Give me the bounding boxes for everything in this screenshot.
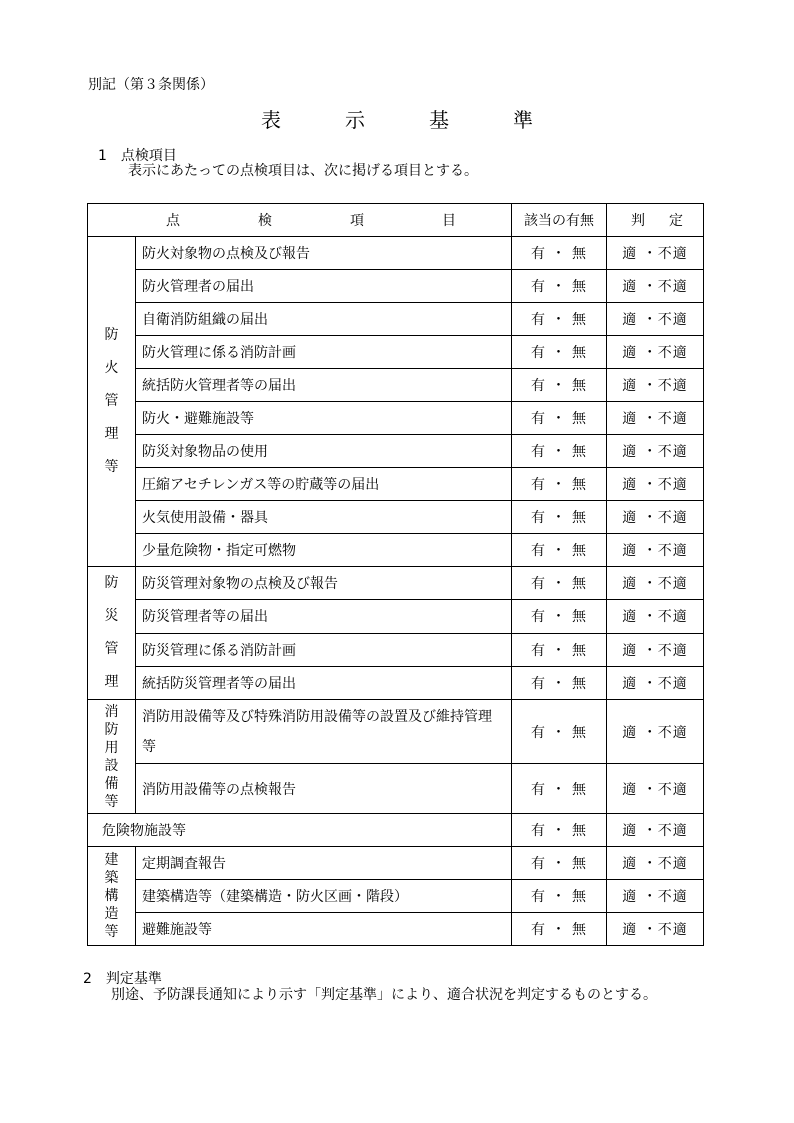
- applicable-cell: 有 ・ 無: [512, 435, 607, 468]
- applicable-cell: 有 ・ 無: [512, 567, 607, 600]
- judgment-cell: 適 ・不適: [607, 303, 704, 336]
- section1-heading: 1 点検項目: [98, 148, 177, 164]
- inspection-item: 防火管理者の届出: [136, 270, 512, 303]
- applicable-cell: 有 ・ 無: [512, 764, 607, 814]
- applicable-cell: 有 ・ 無: [512, 700, 607, 764]
- judgment-cell: 適 ・不適: [607, 501, 704, 534]
- header-inspection-item: 点検項目: [88, 204, 512, 237]
- applicable-cell: 有 ・ 無: [512, 880, 607, 913]
- category-cell: [88, 567, 136, 700]
- inspection-item: 統括防火管理者等の届出: [136, 369, 512, 402]
- section2-heading: 2 判定基準: [83, 971, 162, 987]
- judgment-cell: 適 ・不適: [607, 435, 704, 468]
- inspection-item: 防火・避難施設等: [136, 402, 512, 435]
- judgment-cell: 適 ・不適: [607, 336, 704, 369]
- judgment-cell: 適 ・不適: [607, 534, 704, 567]
- inspection-item: 防災管理対象物の点検及び報告: [136, 567, 512, 600]
- table-row: [88, 764, 704, 814]
- applicable-cell: 有 ・ 無: [512, 847, 607, 880]
- header-judgment: 判定: [607, 204, 704, 237]
- judgment-cell: 適 ・不適: [607, 369, 704, 402]
- judgment-cell: 適 ・不適: [607, 880, 704, 913]
- annex-label: 別記（第３条関係）: [88, 77, 214, 93]
- category-label: 建 築 構 造 等: [104, 852, 119, 940]
- table-row: [88, 600, 704, 633]
- table-row: [88, 814, 704, 847]
- table-row: [88, 303, 704, 336]
- applicable-cell: 有 ・ 無: [512, 237, 607, 270]
- category-cell: 危険物施設等: [88, 814, 512, 847]
- inspection-item: 自衛消防組織の届出: [136, 303, 512, 336]
- table-row: [88, 468, 704, 501]
- section1-text: 表示にあたっての点検項目は、次に掲げる項目とする。: [128, 163, 478, 179]
- inspection-item: 防火管理に係る消防計画: [136, 336, 512, 369]
- applicable-cell: 有 ・ 無: [512, 814, 607, 847]
- applicable-cell: 有 ・ 無: [512, 369, 607, 402]
- category-cell: [88, 700, 136, 814]
- inspection-item: 圧縮アセチレンガス等の貯蔵等の届出: [136, 468, 512, 501]
- category-label: 防 火 管 理 等: [104, 327, 119, 475]
- category-label: 消 防 用 設 備 等: [104, 703, 119, 810]
- table-row: [88, 402, 704, 435]
- applicable-cell: 有 ・ 無: [512, 501, 607, 534]
- header-applicable: 該当の有無: [512, 204, 607, 237]
- category-cell: [88, 237, 136, 567]
- table-row: [88, 700, 704, 764]
- judgment-cell: 適 ・不適: [607, 567, 704, 600]
- category-label: 防 災 管 理: [104, 575, 119, 690]
- table-row: [88, 633, 704, 666]
- inspection-item: 消防用設備等の点検報告: [136, 764, 512, 814]
- table-row: [88, 237, 704, 270]
- inspection-item: 避難施設等: [136, 913, 512, 946]
- inspection-item: 防災管理に係る消防計画: [136, 633, 512, 666]
- inspection-item: 建築構造等（建築構造・防火区画・階段）: [136, 880, 512, 913]
- section2-text: 別途、予防課長通知により示す「判定基準」により、適合状況を判定するものとする。: [111, 987, 657, 1003]
- applicable-cell: 有 ・ 無: [512, 468, 607, 501]
- applicable-cell: 有 ・ 無: [512, 402, 607, 435]
- applicable-cell: 有 ・ 無: [512, 336, 607, 369]
- judgment-cell: 適 ・不適: [607, 666, 704, 699]
- applicable-cell: 有 ・ 無: [512, 600, 607, 633]
- applicable-cell: 有 ・ 無: [512, 303, 607, 336]
- applicable-cell: 有 ・ 無: [512, 270, 607, 303]
- applicable-cell: 有 ・ 無: [512, 534, 607, 567]
- inspection-item: 統括防災管理者等の届出: [136, 666, 512, 699]
- inspection-item: 防火対象物の点検及び報告: [136, 237, 512, 270]
- inspection-item: 消防用設備等及び特殊消防用設備等の設置及び維持管理等: [136, 700, 512, 764]
- table-row: [88, 270, 704, 303]
- judgment-cell: 適 ・不適: [607, 700, 704, 764]
- table-row: [88, 913, 704, 946]
- table-row: [88, 336, 704, 369]
- judgment-cell: 適 ・不適: [607, 814, 704, 847]
- category-cell: [88, 847, 136, 946]
- table-row: [88, 435, 704, 468]
- applicable-cell: 有 ・ 無: [512, 666, 607, 699]
- judgment-cell: 適 ・不適: [607, 468, 704, 501]
- inspection-item: 少量危険物・指定可燃物: [136, 534, 512, 567]
- table-row: [88, 501, 704, 534]
- judgment-cell: 適 ・不適: [607, 237, 704, 270]
- inspection-item: 定期調査報告: [136, 847, 512, 880]
- table-row: [88, 847, 704, 880]
- table-row: [88, 666, 704, 699]
- page-title: 表示基準: [261, 108, 597, 132]
- table-row: [88, 567, 704, 600]
- applicable-cell: 有 ・ 無: [512, 633, 607, 666]
- judgment-cell: 適 ・不適: [607, 847, 704, 880]
- table-row: [88, 534, 704, 567]
- judgment-cell: 適 ・不適: [607, 913, 704, 946]
- judgment-cell: 適 ・不適: [607, 633, 704, 666]
- inspection-table: [87, 203, 707, 946]
- table-row: [88, 880, 704, 913]
- applicable-cell: 有 ・ 無: [512, 913, 607, 946]
- inspection-item: 防災管理者等の届出: [136, 600, 512, 633]
- inspection-item: 火気使用設備・器具: [136, 501, 512, 534]
- judgment-cell: 適 ・不適: [607, 764, 704, 814]
- judgment-cell: 適 ・不適: [607, 402, 704, 435]
- judgment-cell: 適 ・不適: [607, 600, 704, 633]
- table-row: [88, 369, 704, 402]
- judgment-cell: 適 ・不適: [607, 270, 704, 303]
- table-header-row: [88, 204, 704, 237]
- inspection-item: 防災対象物品の使用: [136, 435, 512, 468]
